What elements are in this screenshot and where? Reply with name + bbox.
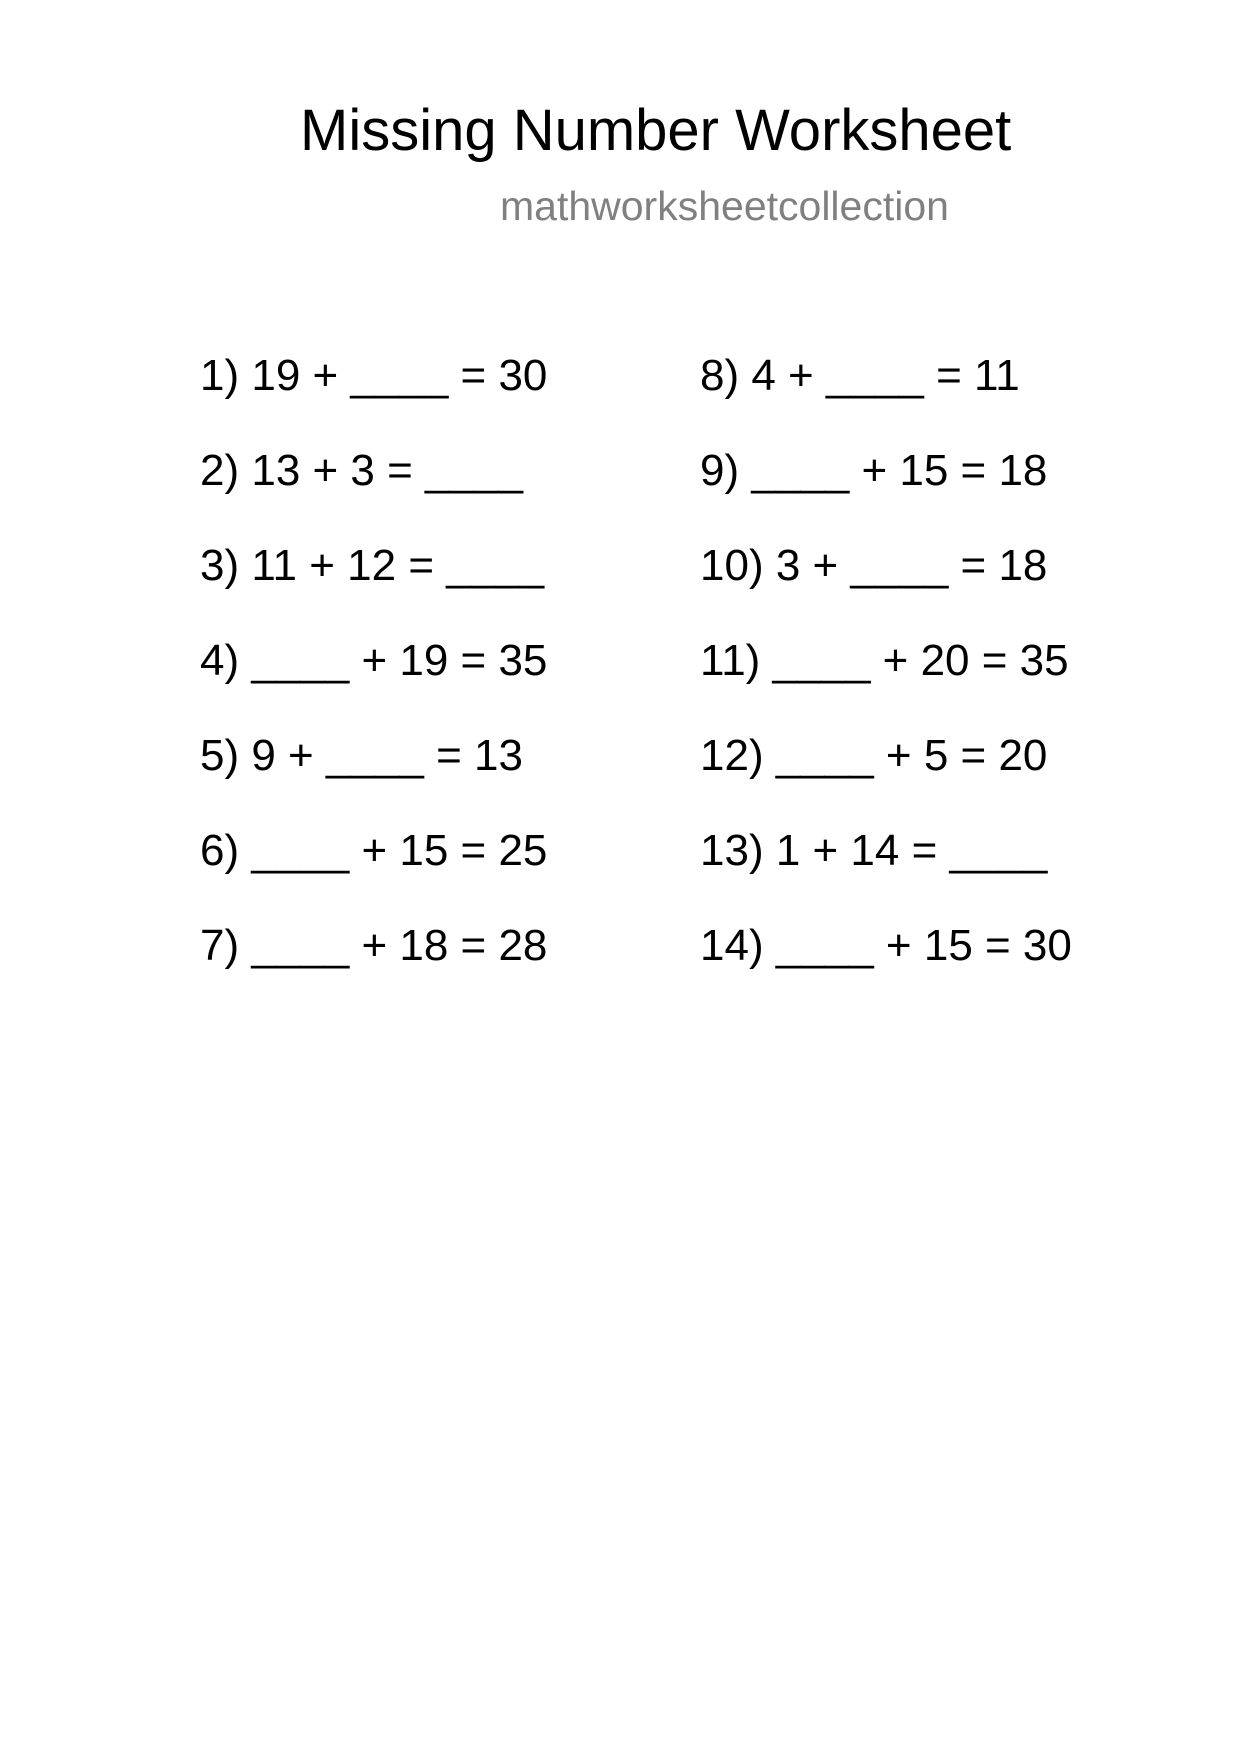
problem-2: 2) 13 + 3 = ____ (200, 446, 523, 495)
problem-4: 4) ____ + 19 = 35 (200, 636, 548, 685)
problem-9: 9) ____ + 15 = 18 (700, 446, 1048, 495)
problem-10: 10) 3 + ____ = 18 (700, 541, 1048, 590)
problem-5: 5) 9 + ____ = 13 (200, 731, 523, 780)
problems-right-column (700, 350, 1072, 1015)
problem-12: 12) ____ + 5 = 20 (700, 731, 1048, 780)
problem-7: 7) ____ + 18 = 28 (200, 921, 548, 970)
problems-left-column (200, 350, 547, 1015)
problem-13: 13) 1 + 14 = ____ (700, 826, 1048, 875)
problem-11: 11) ____ + 20 = 35 (700, 636, 1069, 685)
worksheet-title: Missing Number Worksheet (300, 98, 1012, 163)
problem-3: 3) 11 + 12 = ____ (200, 541, 545, 590)
problem-14: 14) ____ + 15 = 30 (700, 921, 1072, 970)
worksheet-subtitle: mathworksheetcollection (500, 183, 949, 229)
problem-1: 1) 19 + ____ = 30 (200, 351, 548, 400)
problem-6: 6) ____ + 15 = 25 (200, 826, 548, 875)
problem-8: 8) 4 + ____ = 11 (700, 351, 1020, 400)
